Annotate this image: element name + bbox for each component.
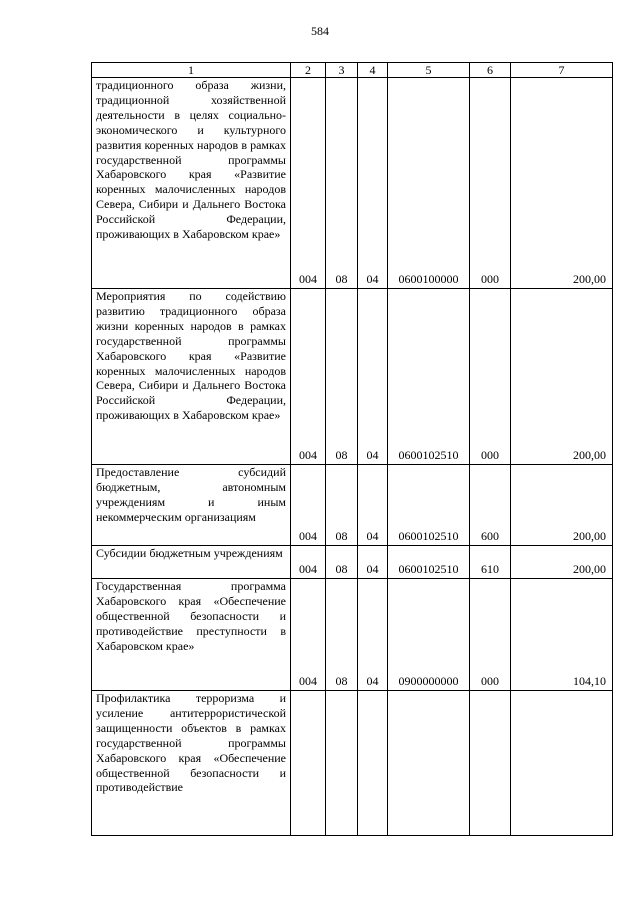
cell-code-3: 08 [326, 579, 358, 691]
cell-code-5: 0900000000 [388, 579, 470, 691]
cell-code-4: 04 [358, 78, 388, 289]
header-row [92, 63, 613, 78]
cell-amount: 200,00 [511, 78, 613, 289]
cell-code-4: 04 [358, 465, 388, 546]
row-name: традиционного образа жизни, традиционной хозяйственной деятельности в целях социально-экономического и культурного развития коренных народов в рамках государственной программы Хабаровского края «Развитие коренных малочисленных народов Севера, Сибири и Дальнего Востока Российской Федерации, проживающих в Хабаровском крае» [92, 78, 291, 289]
column-header: 4 [358, 63, 388, 78]
table-row [92, 546, 613, 579]
cell-code-6: 610 [470, 546, 511, 579]
cell-code-2: 004 [291, 465, 326, 546]
cell-code-2: 004 [291, 78, 326, 289]
budget-table [91, 62, 613, 836]
cell-code-6: 000 [470, 289, 511, 465]
cell-code-3: 08 [326, 465, 358, 546]
cell-amount: 104,10 [511, 579, 613, 691]
cell-amount: 200,00 [511, 289, 613, 465]
cell-code-3: 08 [326, 78, 358, 289]
column-header: 7 [511, 63, 613, 78]
table-row [92, 691, 613, 836]
column-header: 2 [291, 63, 326, 78]
table-row [92, 289, 613, 465]
cell-code-5 [388, 691, 470, 836]
cell-code-5: 0600102510 [388, 465, 470, 546]
row-name: Мероприятия по содействию развитию традиционного образа жизни коренных народов в рамках государственной программы Хабаровского края «Развитие коренных малочисленных народов Севера, Сибири и Дальнего Востока Российской Федерации, проживающих в Хабаровском крае» [92, 289, 291, 465]
cell-amount: 200,00 [511, 465, 613, 546]
cell-code-3 [326, 691, 358, 836]
cell-code-3: 08 [326, 289, 358, 465]
cell-amount: 200,00 [511, 546, 613, 579]
cell-code-4 [358, 691, 388, 836]
cell-code-3: 08 [326, 546, 358, 579]
cell-code-4: 04 [358, 289, 388, 465]
cell-code-6 [470, 691, 511, 836]
cell-code-5: 0600102510 [388, 289, 470, 465]
table-row [92, 465, 613, 546]
column-header: 1 [92, 63, 291, 78]
cell-code-4: 04 [358, 579, 388, 691]
row-name: Государственная программа Хабаровского края «Обеспечение общественной безопасности и противодействие преступности в Хабаровском крае» [92, 579, 291, 691]
column-header: 3 [326, 63, 358, 78]
cell-code-6: 600 [470, 465, 511, 546]
cell-code-4: 04 [358, 546, 388, 579]
row-name: Предоставление субсидий бюджетным, автономным учреждениям и иным некоммерческим организациям [92, 465, 291, 546]
page-number: 584 [311, 24, 329, 38]
cell-code-6: 000 [470, 579, 511, 691]
cell-code-5: 0600102510 [388, 546, 470, 579]
cell-code-2: 004 [291, 579, 326, 691]
table-row [92, 78, 613, 289]
table-row [92, 579, 613, 691]
cell-amount [511, 691, 613, 836]
cell-code-2 [291, 691, 326, 836]
row-name: Профилактика терроризма и усиление антитеррористической защищенности объектов в рамках государственной программы Хабаровского края «Обеспечение общественной безопасности и противодействие [92, 691, 291, 836]
cell-code-6: 000 [470, 78, 511, 289]
column-header: 6 [470, 63, 511, 78]
row-name: Субсидии бюджетным учреждениям [92, 546, 291, 579]
cell-code-5: 0600100000 [388, 78, 470, 289]
cell-code-2: 004 [291, 546, 326, 579]
column-header: 5 [388, 63, 470, 78]
cell-code-2: 004 [291, 289, 326, 465]
